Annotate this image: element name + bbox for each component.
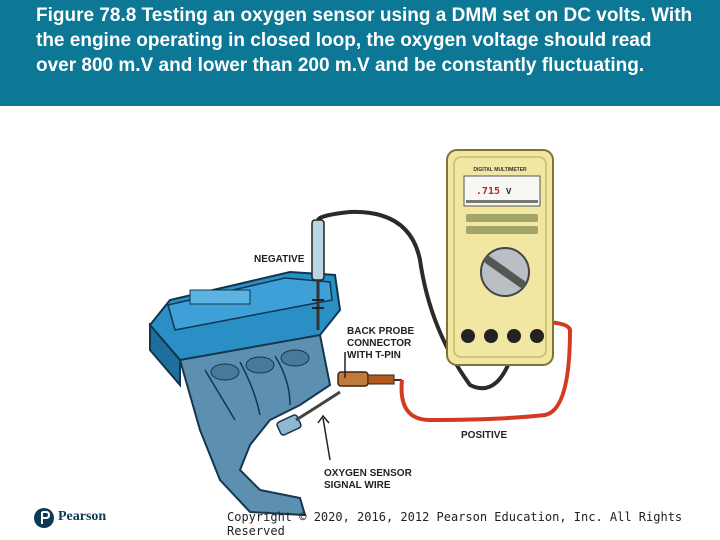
com-jack[interactable] [507, 329, 521, 343]
meter-brand: DIGITAL MULTIMETER [473, 167, 527, 173]
o2-wire-label: OXYGEN SENSOR SIGNAL WIRE [324, 468, 412, 491]
meter-reading: .715 [475, 186, 500, 197]
negative-label: NEGATIVE [254, 254, 305, 265]
exhaust-manifold [180, 335, 330, 515]
pearson-wordmark: Pearson [58, 509, 107, 524]
copyright-notice: Copyright © 2020, 2016, 2012 Pearson Education, Inc. All Rights Reserved [227, 510, 683, 538]
title-banner [0, 0, 720, 106]
volt-jack[interactable] [530, 329, 544, 343]
figure-caption: Figure 78.8 Testing an oxygen sensor using a DMM set on DC volts. With the engine operating in closed loop, the oxygen voltage should read over 800 m.V and lower than 200 m.V and be constantly fluctuating. [36, 5, 693, 76]
positive-label: POSITIVE [461, 430, 508, 441]
meter-unit: V [506, 187, 512, 196]
digital-multimeter [447, 150, 553, 365]
back-probe-label: BACK PROBE CONNECTOR WITH T-PIN [347, 326, 415, 361]
back-probe-connector [338, 372, 402, 386]
